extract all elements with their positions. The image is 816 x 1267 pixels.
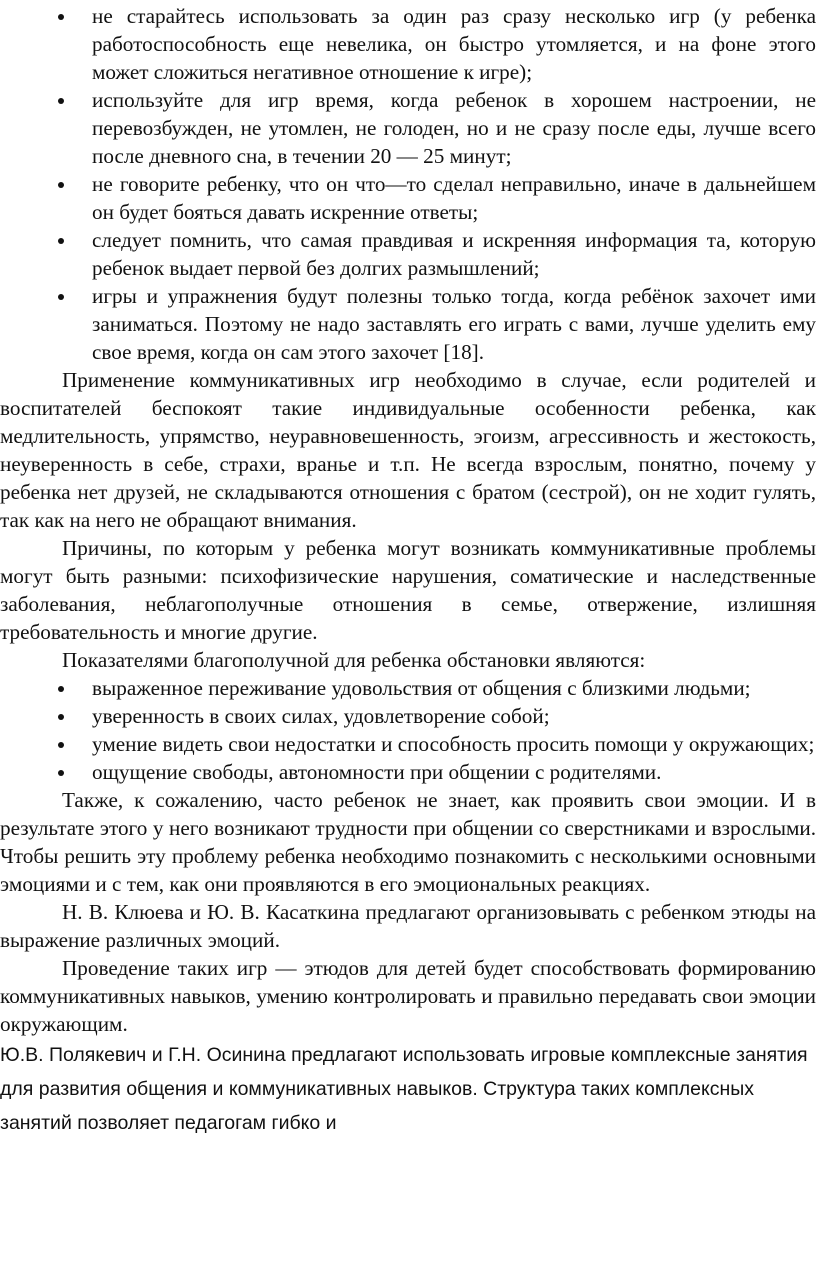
list-item-text: не старайтесь использовать за один раз сразу несколько игр (у ребенка работоспособность еще невелика, он быстро утомляется, и на фоне этого может сложиться негативное отношение к игре); <box>92 4 816 84</box>
bullet-icon <box>58 182 64 188</box>
list-item <box>0 758 816 786</box>
list-item-text: выраженное переживание удовольствия от общения с близкими людьми; <box>92 676 751 700</box>
document-body <box>0 2 816 1140</box>
indicators-list <box>0 674 816 786</box>
list-item <box>0 702 816 730</box>
paragraph: Применение коммуникативных игр необходимо в случае, если родителей и воспитателей беспокоят такие индивидуальные особенности ребенка, как медлительность, упрямство, неуравновешенность, эгоизм, агрессивность и жестокость, неуверенность в себе, страхи, вранье и т.п. Не всегда взрослым, понятно, почему у ребенка нет друзей, не складываются отношения с братом (сестрой), он не ходит гулять, так как на него не обращают внимания. <box>0 368 816 532</box>
list-item-text: игры и упражнения будут полезны только тогда, когда ребёнок захочет ими заниматься. Поэтому не надо заставлять его играть с вами, лучше уделить ему свое время, когда он сам этого захочет [18]. <box>92 284 816 364</box>
list-item <box>0 2 816 86</box>
recommendations-list <box>0 2 816 366</box>
list-item-text: следует помнить, что самая правдивая и искренняя информация та, которую ребенок выдает первой без долгих размышлений; <box>92 228 816 280</box>
bullet-icon <box>58 686 64 692</box>
paragraph: Причины, по которым у ребенка могут возникать коммуникативные проблемы могут быть разными: психофизические нарушения, соматические и наследственные заболевания, неблагополучные отношения в семье, отвержение, излишняя требовательность и многие другие. <box>0 536 816 644</box>
bullet-icon <box>58 238 64 244</box>
list-item-text: умение видеть свои недостатки и способность просить помощи у окружающих; <box>92 732 815 756</box>
list-item <box>0 170 816 226</box>
bullet-icon <box>58 98 64 104</box>
bullet-icon <box>58 294 64 300</box>
paragraph-sans: Ю.В. Полякевич и Г.Н. Осинина предлагают использовать игровые комплексные занятия для развития общения и коммуникативных навыков. Структура таких комплексных занятий позволяет педагогам гибко и <box>0 1044 808 1134</box>
paragraph: Показателями благополучной для ребенка обстановки являются: <box>62 648 646 672</box>
list-item <box>0 674 816 702</box>
bullet-icon <box>58 742 64 748</box>
bullet-icon <box>58 714 64 720</box>
list-item-text: ощущение свободы, автономности при общении с родителями. <box>92 760 662 784</box>
paragraph: Проведение таких игр — этюдов для детей будет способствовать формированию коммуникативных навыков, умению контролировать и правильно передавать свои эмоции окружающим. <box>0 956 816 1036</box>
list-item-text: не говорите ребенку, что он что—то сделал неправильно, иначе в дальнейшем он будет бояться давать искренние ответы; <box>92 172 816 224</box>
list-item-text: используйте для игр время, когда ребенок в хорошем настроении, не перевозбужден, не утомлен, не голоден, но и не сразу после еды, лучше всего после дневного сна, в течении 20 — 25 минут; <box>92 88 816 168</box>
list-item <box>0 86 816 170</box>
list-item <box>0 730 816 758</box>
paragraph: Также, к сожалению, часто ребенок не знает, как проявить свои эмоции. И в результате этого у него возникают трудности при общении со сверстниками и взрослыми. Чтобы решить эту проблему ребенка необходимо познакомить с несколькими основными эмоциями и с тем, как они проявляются в его эмоциональных реакциях. <box>0 788 816 896</box>
list-item <box>0 282 816 366</box>
paragraph: Н. В. Клюева и Ю. В. Касаткина предлагают организовывать с ребенком этюды на выражение различных эмоций. <box>0 900 816 952</box>
list-item-text: уверенность в своих силах, удовлетворение собой; <box>92 704 550 728</box>
bullet-icon <box>58 770 64 776</box>
bullet-icon <box>58 14 64 20</box>
list-item <box>0 226 816 282</box>
